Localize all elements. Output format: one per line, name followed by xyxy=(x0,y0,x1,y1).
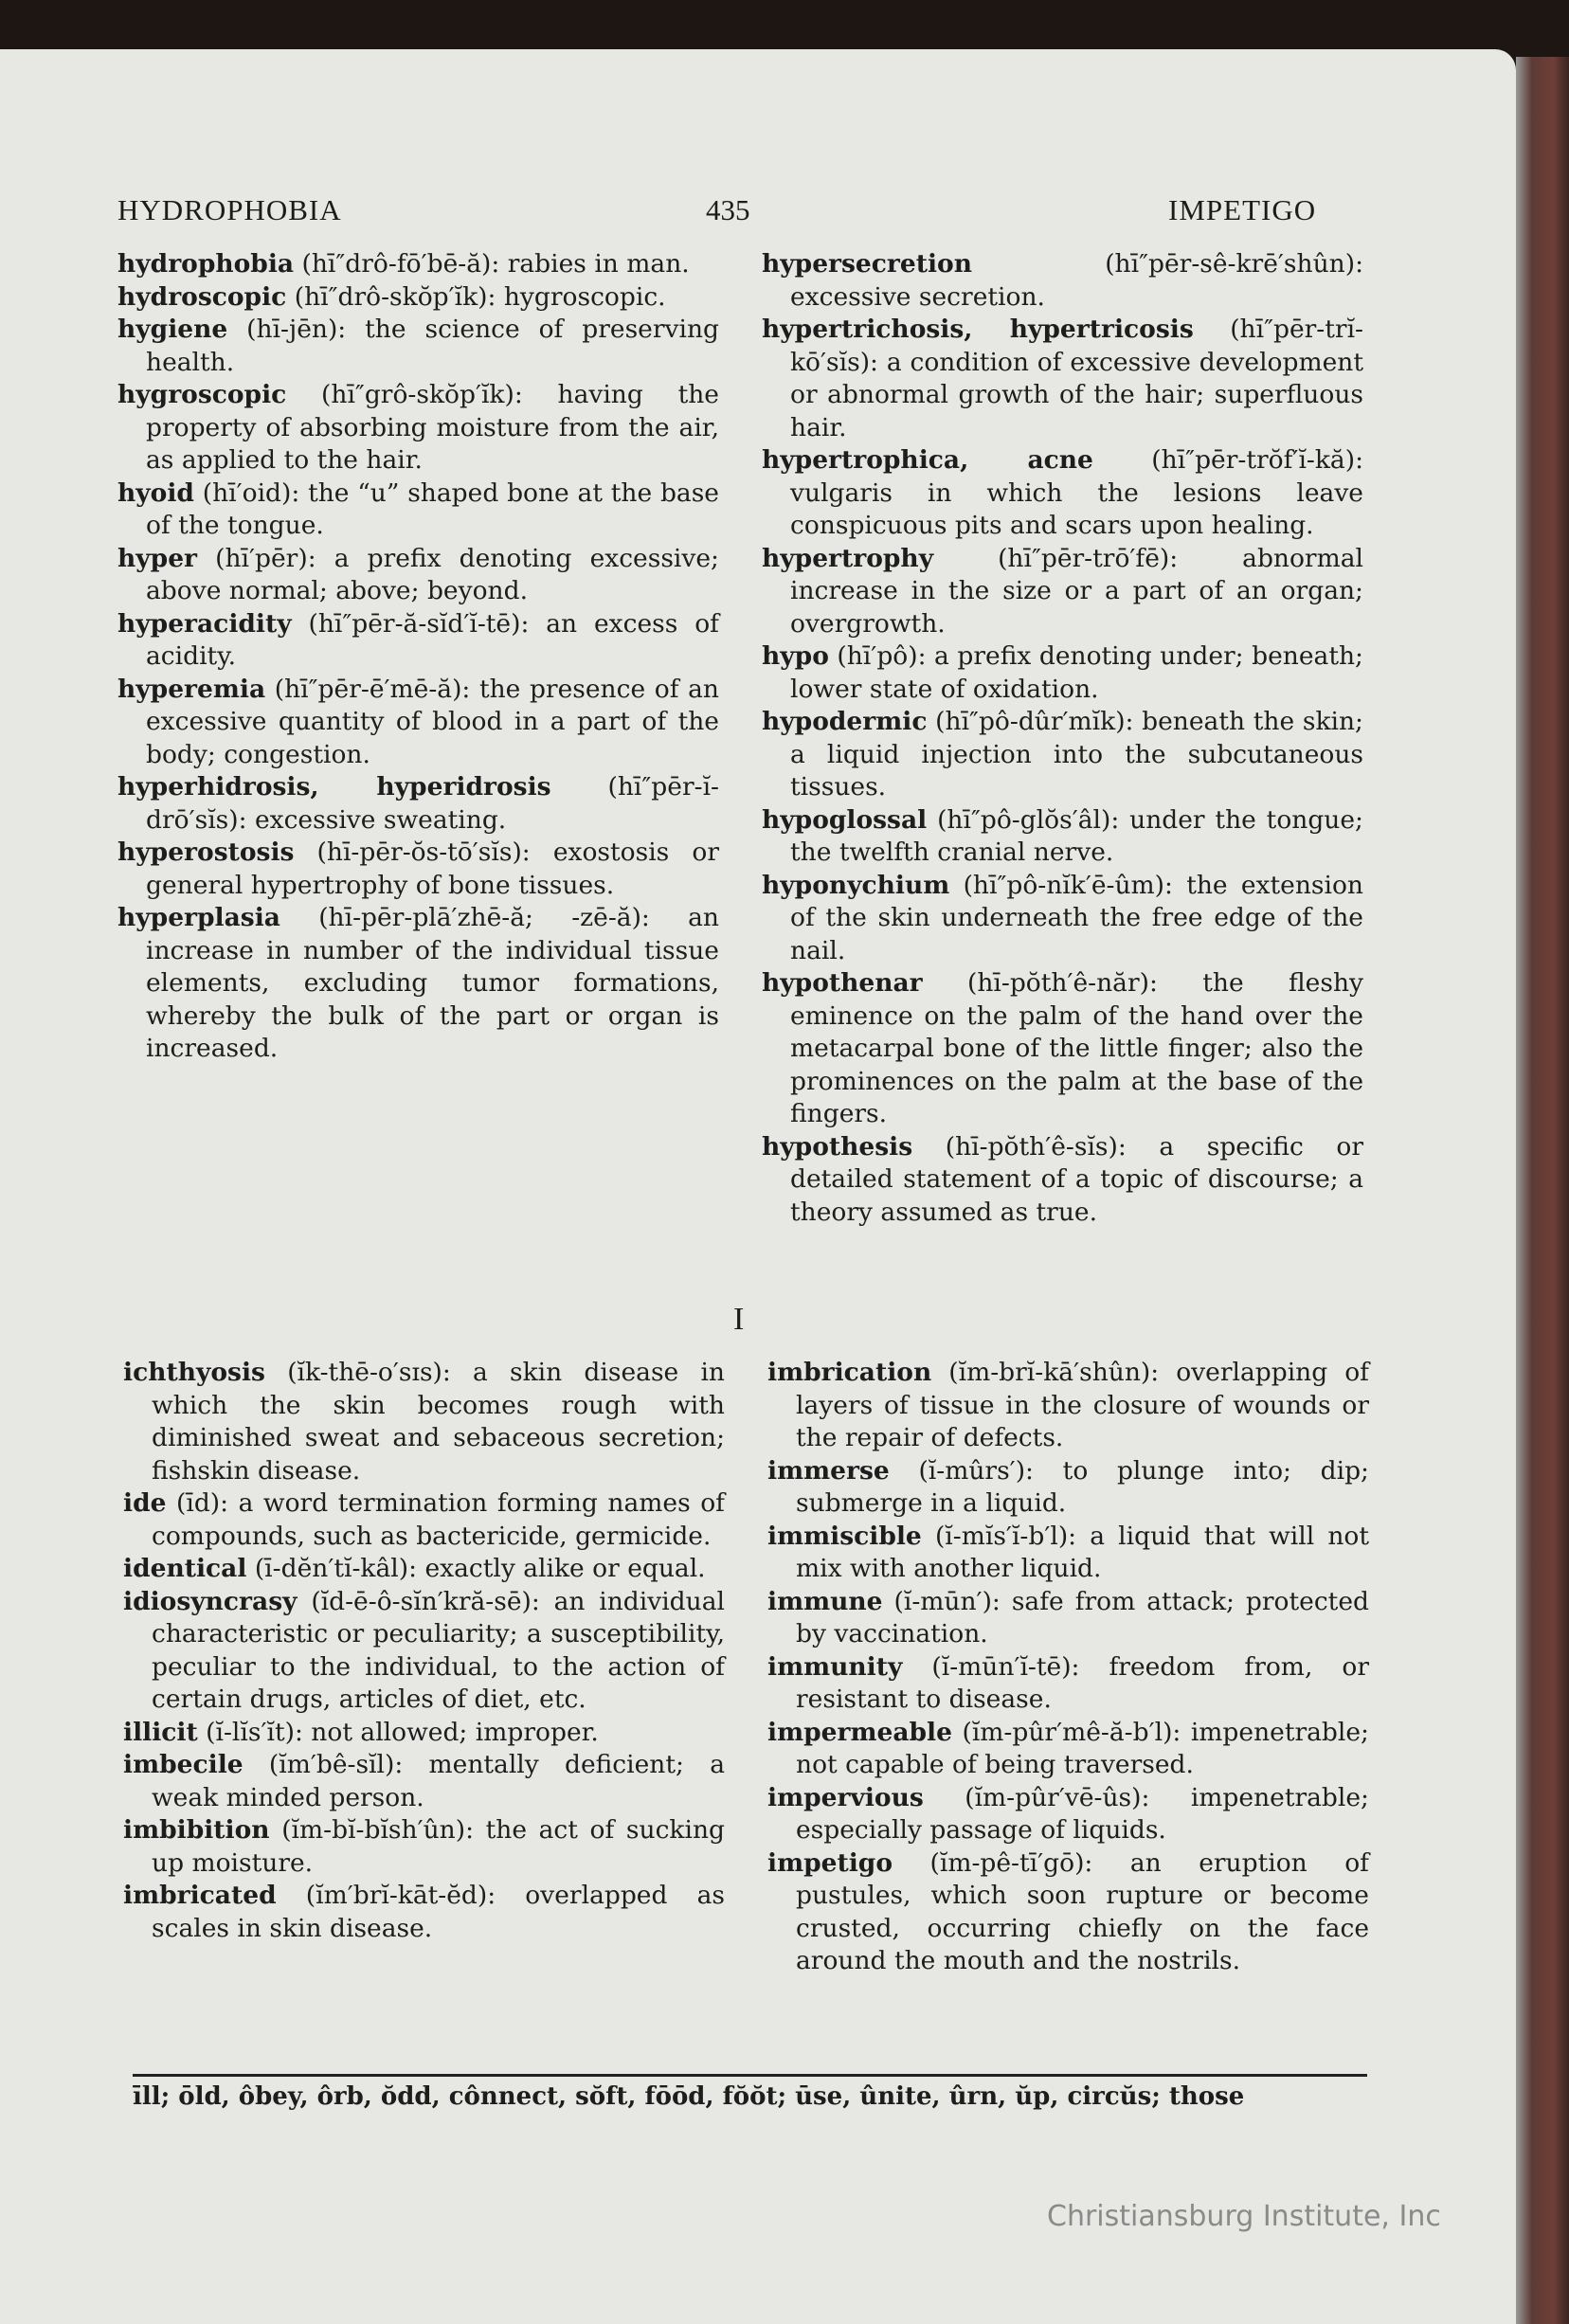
dictionary-entry xyxy=(762,444,1363,543)
dictionary-entry xyxy=(762,967,1363,1131)
headword: imbibition xyxy=(123,1815,270,1845)
headword: hypo xyxy=(762,641,829,671)
definition: (ĭm-pûr′vē-ûs): impenetrable; especially passage of liquids. xyxy=(796,1782,1369,1845)
dictionary-entry xyxy=(123,1487,725,1553)
definition: (hī″grô-skŏp′ĭk): having the property of absorbing moisture from the air, as applied to the hair. xyxy=(146,380,719,475)
dictionary-entry xyxy=(767,1455,1369,1521)
dictionary-entry xyxy=(117,771,719,837)
dictionary-entry xyxy=(767,1782,1369,1847)
dictionary-entry xyxy=(117,837,719,902)
dictionary-entry xyxy=(123,1586,725,1717)
headword: immerse xyxy=(767,1455,890,1486)
definition: (hī″pēr-ă-sĭd′ĭ-tē): an excess of acidity. xyxy=(146,608,719,671)
definition: (hī″drô-skŏp′ĭk): hygroscopic. xyxy=(294,281,666,312)
definition: (ĭm-pûr′mê-ă-b′l): impenetrable; not capable of being traversed. xyxy=(796,1717,1369,1779)
dictionary-entry xyxy=(117,379,719,477)
definition: (hī-pŏth′ê-năr): the fleshy eminence on the palm of the hand over the metacarpal bone of the little finger; also the prominences on the palm at the base of the fingers. xyxy=(790,968,1363,1128)
headword: hypoglossal xyxy=(762,804,928,835)
definition: (hī-pŏth′ê-sĭs): a specific or detailed statement of a topic of discourse; a theory assumed as true. xyxy=(790,1131,1363,1227)
definition: (ĭ-mûrs′): to plunge into; dip; submerge in a liquid. xyxy=(796,1455,1369,1518)
definition: (īd): a word termination forming names of compounds, such as bactericide, germicide. xyxy=(152,1488,725,1551)
dictionary-entry xyxy=(123,1717,725,1750)
headword: impetigo xyxy=(767,1847,893,1878)
headword: ichthyosis xyxy=(123,1358,265,1387)
dictionary-entry xyxy=(123,1880,725,1945)
definition: (hī″pô-dûr′mĭk): beneath the skin; a liquid injection into the subcutaneous tissues. xyxy=(790,707,1363,802)
dictionary-entry xyxy=(762,1131,1363,1230)
definition: (hī″pēr-trŏf′ĭ-kă): vulgaris in which the lesions leave conspicuous pits and scars upon healing. xyxy=(790,445,1363,540)
headword: hygiene xyxy=(117,315,228,344)
headword: hydroscopic xyxy=(117,281,287,312)
dictionary-entry xyxy=(762,870,1363,968)
headword: hydrophobia xyxy=(117,249,295,279)
dictionary-entry xyxy=(767,1521,1369,1586)
footer-rule xyxy=(133,2074,1367,2077)
column-bottom-right xyxy=(767,1357,1369,1978)
dictionary-entry xyxy=(117,674,719,772)
dictionary-entry xyxy=(123,1553,725,1586)
dictionary-entry xyxy=(762,543,1363,641)
page-number: 435 xyxy=(706,193,750,226)
definition: (ĭk-thē-o′sɪs): a skin disease in which the skin becomes rough with diminished sweat and sebaceous secretion; fishskin disease. xyxy=(152,1358,725,1486)
definition: (ĭm′brĭ-kāt-ĕd): overlapped as scales in skin disease. xyxy=(152,1881,725,1943)
definition: (ī-dĕn′tĭ-kâl): exactly alike or equal. xyxy=(254,1554,706,1583)
column-top-left xyxy=(117,248,719,1066)
definition: (hī-pēr-ŏs-tō′sĭs): exostosis or general hypertrophy of bone tissues. xyxy=(146,838,719,900)
running-head xyxy=(0,193,1516,231)
headword: impermeable xyxy=(767,1717,952,1747)
dictionary-entry xyxy=(767,1717,1369,1782)
right-guide-word: IMPETIGO xyxy=(1168,193,1317,226)
dictionary-entry xyxy=(117,281,719,315)
definition: (hī″pēr-trĭ-kō′sĭs): a condition of excessive development or abnormal growth of the hair; superfluous hair. xyxy=(790,315,1363,442)
headword: idiosyncrasy xyxy=(123,1586,298,1616)
dictionary-entry xyxy=(767,1586,1369,1651)
headword: immunity xyxy=(767,1651,903,1682)
headword: hypodermic xyxy=(762,707,928,736)
dictionary-entry xyxy=(762,248,1363,314)
definition: (hī″pēr-trō′fē): abnormal increase in the size or a part of an organ; overgrowth. xyxy=(790,543,1363,639)
dictionary-entry xyxy=(767,1847,1369,1978)
headword: hygroscopic xyxy=(117,380,287,409)
left-guide-word: HYDROPHOBIA xyxy=(117,193,342,226)
definition: (ĭ-mūn′): safe from attack; protected by vaccination. xyxy=(796,1586,1369,1648)
headword: impervious xyxy=(767,1782,924,1812)
definition: (ĭ-mūn′ĭ-tē): freedom from, or resistant to disease. xyxy=(796,1651,1369,1714)
column-bottom-left xyxy=(123,1357,725,1945)
definition: (ĭm-bĭ-bĭsh′ûn): the act of sucking up moisture. xyxy=(152,1815,725,1878)
headword: hypertrophy xyxy=(762,543,934,573)
definition: (hī′pēr): a prefix denoting excessive; above normal; above; beyond. xyxy=(146,543,719,605)
headword: hyperhidrosis, hyperidrosis xyxy=(117,772,551,802)
headword: hyperemia xyxy=(117,674,266,704)
headword: hyperostosis xyxy=(117,838,295,867)
dictionary-entry xyxy=(762,314,1363,444)
headword: hypertrophica, acne xyxy=(762,445,1093,475)
dictionary-entry xyxy=(117,543,719,608)
dictionary-entry xyxy=(123,1749,725,1814)
headword: hyperacidity xyxy=(117,608,292,639)
headword: hypertrichosis, hypertricosis xyxy=(762,315,1194,344)
definition: (ĭm-brĭ-kā′shûn): overlapping of layers of tissue in the closure of wounds or the repair of defects. xyxy=(796,1358,1369,1452)
headword: immiscible xyxy=(767,1521,922,1551)
definition: (ĭm-pê-tī′gō): an eruption of pustules, which soon rupture or become crusted, occurring chiefly on the face around the mouth and the nostrils. xyxy=(796,1847,1369,1975)
dictionary-entry xyxy=(767,1357,1369,1455)
definition: (ĭ-mĭs′ĭ-b′l): a liquid that will not mix with another liquid. xyxy=(796,1521,1369,1583)
definition: (hī-pēr-plā′zhē-ă; -zē-ă): an increase in number of the individual tissue elements, excluding tumor formations, whereby the bulk of the part or organ is increased. xyxy=(146,903,719,1063)
headword: immune xyxy=(767,1586,883,1616)
dictionary-entry xyxy=(123,1357,725,1487)
watermark: Christiansburg Institute, Inc xyxy=(1047,2200,1441,2233)
headword: identical xyxy=(123,1554,247,1583)
pronunciation-key: īll; ōld, ôbey, ôrb, ŏdd, cônnect, sŏft, fōōd, fŏŏt; ūse, ûnite, ûrn, ŭp, circŭs; those xyxy=(133,2082,1245,2111)
section-letter-heading: I xyxy=(733,1302,745,1337)
book-cover-edge xyxy=(1516,57,1569,2324)
column-top-right xyxy=(762,248,1363,1229)
definition: (hī″pô-glŏs′âl): under the tongue; the twelfth cranial nerve. xyxy=(790,804,1363,867)
definition: (hī″pēr-sê-krē′shûn): excessive secretion. xyxy=(790,249,1363,312)
dictionary-entry xyxy=(762,640,1363,706)
dictionary-entry xyxy=(117,608,719,674)
definition: (hī-jēn): the science of preserving health. xyxy=(146,315,719,377)
dictionary-entry xyxy=(117,477,719,543)
dictionary-entry xyxy=(762,706,1363,804)
definition: (hī′pô): a prefix denoting under; beneath; lower state of oxidation. xyxy=(790,641,1363,704)
dictionary-entry xyxy=(123,1814,725,1880)
definition: (ĭ-lĭs′ĭt): not allowed; improper. xyxy=(206,1717,599,1747)
dictionary-entry xyxy=(117,248,719,281)
definition: (ĭm′bê-sĭl): mentally deficient; a weak minded person. xyxy=(152,1750,725,1812)
headword: hypothenar xyxy=(762,968,923,998)
dictionary-entry xyxy=(117,902,719,1066)
headword: hyponychium xyxy=(762,870,950,900)
definition: (hī′oid): the “u” shaped bone at the base of the tongue. xyxy=(146,477,719,540)
headword: hypersecretion xyxy=(762,249,973,279)
definition: (hī″pô-nĭk′ē-ûm): the extension of the skin underneath the free edge of the nail. xyxy=(790,870,1363,965)
headword: hyperplasia xyxy=(117,903,280,932)
headword: imbrication xyxy=(767,1358,932,1387)
headword: imbecile xyxy=(123,1750,243,1779)
definition: (hī″pēr-ē′mē-ă): the presence of an excessive quantity of blood in a part of the body; congestion. xyxy=(146,674,719,769)
headword: imbricated xyxy=(123,1881,277,1910)
dictionary-entry xyxy=(767,1651,1369,1717)
headword: hypothesis xyxy=(762,1131,913,1162)
definition: (hī″pēr-ĭ-drō′sĭs): excessive sweating. xyxy=(146,772,719,835)
headword: hyper xyxy=(117,543,198,573)
headword: hyoid xyxy=(117,477,194,508)
headword: illicit xyxy=(123,1717,198,1747)
definition: (hī″drô-fō′bē-ă): rabies in man. xyxy=(301,249,690,279)
headword: ide xyxy=(123,1488,167,1518)
dictionary-entry xyxy=(117,314,719,379)
definition: (ĭd-ē-ô-sĭn′kră-sē): an individual characteristic or peculiarity; a susceptibility, peculiar to the individual, to the action of certain drugs, articles of diet, etc. xyxy=(152,1586,725,1714)
dictionary-entry xyxy=(762,804,1363,870)
